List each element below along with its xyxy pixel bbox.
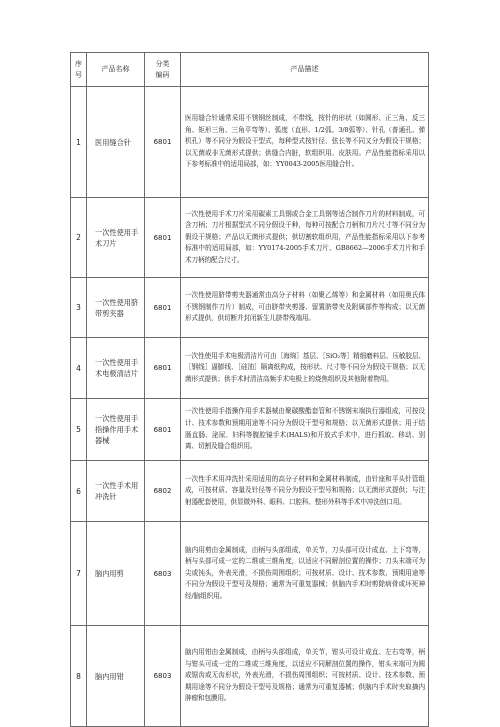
category-code: 6801 (145, 338, 181, 399)
category-code: 6801 (145, 399, 181, 461)
table-row (71, 338, 429, 399)
category-code: 6802 (145, 461, 181, 522)
table-row (71, 626, 429, 727)
product-description: 一次性使用脐带剪夹器通常由高分子材料（如聚乙烯等）和金属材料（如用奥氏体不锈钢制作刀片）制成，可由脐带夹剪器、留置脐带夹及附属部件等构成；以无菌形式提供，供切断并封闭新生儿脐带残端用。 (181, 278, 429, 338)
product-name: 脑内用剪 (87, 522, 145, 626)
header-code: 分类编码 (145, 53, 181, 87)
table-header-row (71, 53, 429, 87)
product-description: 一次性使用手指操作用手术器械由聚碳酸酯套管和不锈钢末端执行器组成，可按设计、技术参数和预期用途等不同分为假设干型号和规格；以无菌形式提供；用于结肠直肠、泌尿、妇科等腹腔镜手术(HALS)和开放式手术中，进行抓取、移动、别离、切割及缝合组织用。 (181, 399, 429, 461)
product-name: 一次性手术用冲洗针 (87, 461, 145, 522)
row-number: 4 (71, 338, 87, 399)
row-number: 6 (71, 461, 87, 522)
row-number: 7 (71, 522, 87, 626)
row-number: 3 (71, 278, 87, 338)
row-number: 8 (71, 626, 87, 727)
category-code: 6803 (145, 626, 181, 727)
header-no: 序号 (71, 53, 87, 87)
product-name: 一次性使用手指操作用手术器械 (87, 399, 145, 461)
product-name: 医用缝合针 (87, 87, 145, 198)
document-page (70, 52, 428, 727)
table-row (71, 278, 429, 338)
table-row (71, 87, 429, 198)
product-description: 一次性使用手术电极清洁片可由［海绵］基层、［SiO₂等］精细磨料层、压敏胶层、［钢线］逼膨线、［硅油］隔离纸构成，按形状、尺寸等不同分为假设干规格；以无菌形式提供；供手术时清洁高频手术电极上的烧焦组织及其他附着物用。 (181, 338, 429, 399)
table-row (71, 522, 429, 626)
row-number: 5 (71, 399, 87, 461)
product-table (70, 52, 429, 727)
category-code: 6803 (145, 522, 181, 626)
category-code: 6801 (145, 87, 181, 198)
product-name: 脑内用钳 (87, 626, 145, 727)
product-description: 脑内用剪由金属制成，由柄与头部组成，单关节，刀头部可设计成直、上下弯等，柄与头部可成一定的二维或三维角度，以适应不同解剖位置的操作；刀头末端可为尖或钝头，外表光滑，不损伤周围组织；可按材质、设计、技术参数、预期用途等不同分为假设干型号及规格；通常为可重复器械；供脑内手术时剪除病骨或坏死神经/脑组织用。 (181, 522, 429, 626)
product-name: 一次性使用手术电极清洁片 (87, 338, 145, 399)
header-desc: 产品描述 (181, 53, 429, 87)
table-row (71, 399, 429, 461)
category-code: 6801 (145, 278, 181, 338)
product-name: 一次性使用手术刀片 (87, 198, 145, 278)
product-description: 一次性手术用冲洗针采用适用的高分子材料和金属材料制成，由针座和平头针管组成，可按材质、容量及针径等不同分为假设干型号和规格；以无菌形式提供；与注射器配套使用，供显微外科、眼科、口腔科、整形外科等手术中冲洗创口用。 (181, 461, 429, 522)
row-number: 2 (71, 198, 87, 278)
product-description: 一次性使用手术刀片采用碳素工具钢或合金工具钢等适合制作刀片的材料制成，可含刀柄；刀片根据型式不同分假设干种，每种可按配合刀柄和刀片尺寸等不同分为假设干规格；产品以无菌形式提供；供切割软组织用，产品性能指标采用以下参考标准中的适用局部，如：YY0174-2005手术刀片、GB8662—2006手术刀片和手术刀柄的配合尺寸。 (181, 198, 429, 278)
product-name: 一次性使用脐带剪夹器 (87, 278, 145, 338)
table-row (71, 198, 429, 278)
row-number: 1 (71, 87, 87, 198)
header-name: 产品名称 (87, 53, 145, 87)
category-code: 6801 (145, 198, 181, 278)
product-description: 医用缝合针通常采用不锈钢丝制成，不带线，按针的形状（如圆形、正三角、反三角、矩形三角、三角平弯等）、弧度（直形、1/2弧、3/8弧等）、针孔（普通孔、弹机孔）等不同分为假设干型式，每种型式按针径、弦长等不同又分为假设干规格；以无菌或非无菌形式提供；供缝合内脏，软组织用、皮肤用。产品性能指标采用以下参考标准中的适用局部，如：YY0043-2005医用缝合针。 (181, 87, 429, 198)
table-row (71, 461, 429, 522)
product-description: 脑内用钳由金属制成，由柄与头部组成，单关节，钳头可设计成直、左右弯等，柄与钳头可成一定的二维或三维角度，以适应不同解剖位置的操作，钳头末端可为圆或锯齿或无齿形状，外表光滑，不损伤周围组织；可按材质、设计、技术参数、预期用途等不同分为假设干型号及规格；通常为可重复器械；供脑内手术时夹取摘内肿瘤和包膜用。 (181, 626, 429, 727)
